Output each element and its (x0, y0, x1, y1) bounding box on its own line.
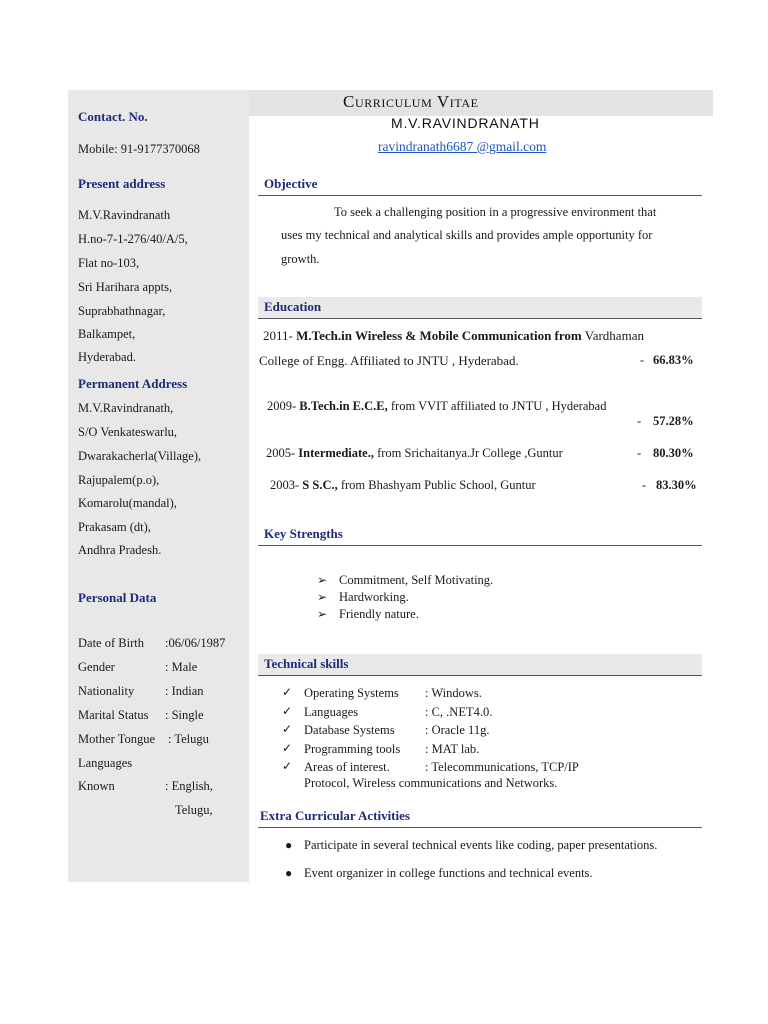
permanent-address-heading: Permanent Address (78, 376, 188, 391)
personal-label: Gender (78, 660, 115, 674)
score-dash: - (637, 446, 642, 460)
personal-value: Telugu, (175, 803, 213, 817)
skill-value: : Windows. (425, 686, 482, 700)
strength-item: Commitment, Self Motivating. (339, 573, 494, 587)
education-entry (270, 478, 536, 493)
skill-label: Areas of interest. (304, 760, 390, 774)
education-year: 2011- (263, 328, 297, 343)
personal-data-heading: Personal Data (78, 590, 157, 605)
bullet-icon: ● (285, 838, 293, 852)
objective-section-header (258, 174, 702, 196)
objective-line: growth. (281, 252, 320, 266)
skill-label: Programming tools (304, 742, 401, 756)
mobile-number: Mobile: 91-9177370068 (78, 142, 200, 156)
education-detail: Vardhaman (581, 328, 644, 343)
permanent-address-line: M.V.Ravindranath, (78, 401, 174, 415)
check-icon: ✓ (282, 722, 293, 736)
education-year: 2003- (270, 478, 303, 492)
activity-item: Event organizer in college functions and technical events. (304, 866, 593, 880)
arrow-bullet-icon: ➢ (317, 590, 328, 604)
education-degree: B.Tech.in E.C.E, (299, 399, 388, 413)
education-score: 83.30% (656, 478, 697, 492)
score-dash: - (640, 353, 645, 367)
skill-label: Database Systems (304, 723, 395, 737)
personal-value: : Single (165, 708, 204, 722)
activities-section-header (258, 806, 702, 828)
permanent-address-line: Andhra Pradesh. (78, 543, 162, 557)
skill-continuation: Protocol, Wireless communications and Networks. (304, 776, 558, 790)
education-score: 66.83% (653, 353, 694, 367)
education-entry (263, 328, 644, 344)
skill-value: : Telecommunications, TCP/IP (425, 760, 579, 774)
present-address-line: Suprabhathnagar, (78, 304, 166, 318)
personal-value: : English, (165, 779, 213, 793)
personal-label: Date of Birth (78, 636, 144, 650)
skill-value: : C, .NET4.0. (425, 705, 493, 719)
education-section-header (258, 297, 702, 319)
permanent-address-line: S/O Venkateswarlu, (78, 425, 178, 439)
strengths-heading: Key Strengths (264, 526, 343, 541)
personal-label: Languages (78, 756, 133, 770)
present-address-line: Balkampet, (78, 327, 136, 341)
personal-label: Marital Status (78, 708, 149, 722)
objective-line: uses my technical and analytical skills and provides ample opportunity for (281, 228, 653, 242)
education-entry (266, 446, 563, 461)
email-link[interactable]: ravindranath6687 @gmail.com (378, 139, 547, 154)
check-icon: ✓ (282, 741, 293, 755)
permanent-address-line: Rajupalem(p.o), (78, 473, 160, 487)
check-icon: ✓ (282, 704, 293, 718)
personal-value: : Telugu (168, 732, 209, 746)
education-score: 57.28% (653, 414, 694, 428)
personal-label: Known (78, 779, 115, 793)
education-year: 2005- (266, 446, 299, 460)
present-address-line: H.no-7-1-276/40/A/5, (78, 232, 188, 246)
score-dash: - (637, 414, 642, 428)
candidate-name: M.V.RAVINDRANATH (391, 115, 540, 131)
objective-heading: Objective (264, 176, 318, 191)
permanent-address-line: Prakasam (dt), (78, 520, 151, 534)
present-address-heading: Present address (78, 176, 166, 191)
present-address-line: Hyderabad. (78, 350, 136, 364)
contact-heading: Contact. No. (78, 109, 148, 124)
objective-line: To seek a challenging position in a progressive environment that (334, 205, 657, 219)
education-entry (267, 399, 606, 414)
cv-title: Curriculum Vitae (343, 92, 479, 111)
strength-item: Hardworking. (339, 590, 409, 604)
strength-item: Friendly nature. (339, 607, 419, 621)
skill-value: : MAT lab. (425, 742, 480, 756)
education-score: 80.30% (653, 446, 694, 460)
education-year: 2009- (267, 399, 300, 413)
personal-value: :06/06/1987 (165, 636, 226, 650)
education-detail: from Srichaitanya.Jr College ,Guntur (373, 446, 563, 460)
skill-label: Languages (304, 705, 359, 719)
check-icon: ✓ (282, 685, 293, 699)
permanent-address-line: Komarolu(mandal), (78, 496, 177, 510)
present-address-line: M.V.Ravindranath (78, 208, 171, 222)
education-heading: Education (264, 299, 322, 314)
bullet-icon: ● (285, 866, 293, 880)
skills-section-header (258, 654, 702, 676)
present-address-line: Sri Harihara appts, (78, 280, 173, 294)
education-detail: from Bhashyam Public School, Guntur (337, 478, 536, 492)
strengths-section-header (258, 524, 702, 546)
arrow-bullet-icon: ➢ (317, 607, 328, 621)
permanent-address-line: Dwarakacherla(Village), (78, 449, 202, 463)
education-detail-line: College of Engg. Affiliated to JNTU , Hyderabad. (259, 353, 519, 368)
skills-heading: Technical skills (264, 656, 349, 671)
skill-label: Operating Systems (304, 686, 399, 700)
activities-heading: Extra Curricular Activities (260, 808, 410, 823)
title-bar (249, 90, 713, 116)
skill-value: : Oracle 11g. (425, 723, 490, 737)
arrow-bullet-icon: ➢ (317, 573, 328, 587)
personal-value: : Male (165, 660, 198, 674)
education-detail: from VVIT affiliated to JNTU , Hyderabad (387, 399, 607, 413)
check-icon: ✓ (282, 759, 293, 773)
education-degree: Intermediate., (298, 446, 374, 460)
activity-item: Participate in several technical events like coding, paper presentations. (304, 838, 658, 852)
education-degree: S S.C., (302, 478, 338, 492)
score-dash: - (642, 478, 647, 492)
personal-label: Nationality (78, 684, 135, 698)
personal-label: Mother Tongue (78, 732, 156, 746)
present-address-line: Flat no-103, (78, 256, 140, 270)
education-degree: M.Tech.in Wireless & Mobile Communication from (296, 328, 582, 343)
personal-value: : Indian (165, 684, 204, 698)
